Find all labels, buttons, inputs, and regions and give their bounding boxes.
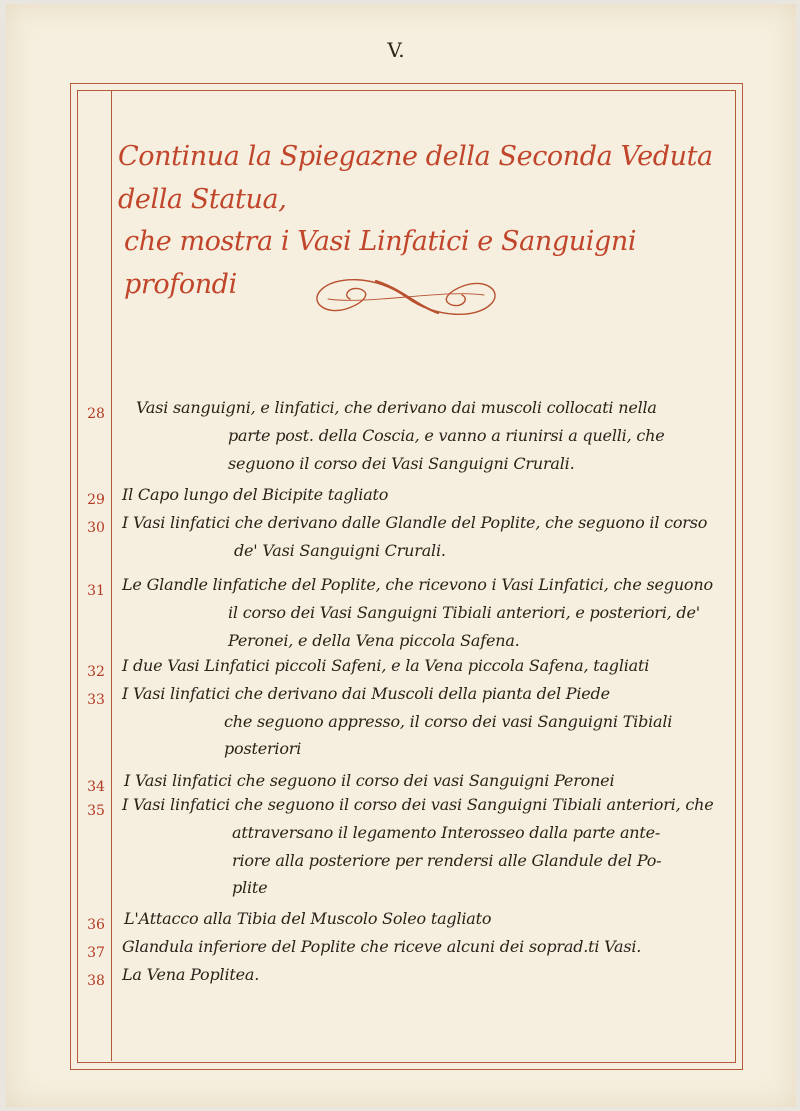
entry-number: 30 bbox=[87, 520, 105, 536]
entry-text-line: I Vasi linfatici che seguono il corso dei vasi Sanguigni Peronei bbox=[124, 771, 615, 790]
page-numeral: V. bbox=[387, 38, 405, 62]
entry-number: 34 bbox=[87, 779, 105, 795]
entry-number: 32 bbox=[87, 664, 105, 680]
entry-text-line: La Vena Poplitea. bbox=[122, 965, 260, 984]
entry-text-line: de' Vasi Sanguigni Crurali. bbox=[234, 541, 446, 560]
entry-text-line: riore alla posteriore per rendersi alle Glandule del Po- bbox=[232, 851, 662, 870]
entry-number: 36 bbox=[87, 917, 105, 933]
manuscript-page bbox=[6, 4, 796, 1107]
entry-text-line: L'Attacco alla Tibia del Muscolo Soleo tagliato bbox=[124, 909, 492, 928]
entry-number: 28 bbox=[87, 406, 105, 422]
entry-text-line: parte post. della Coscia, e vanno a riunirsi a quelli, che bbox=[228, 426, 665, 445]
entry-number: 37 bbox=[87, 945, 105, 961]
entry-number: 35 bbox=[87, 803, 105, 819]
entry-text-line: attraversano il legamento Interosseo dalla parte ante- bbox=[232, 823, 661, 842]
entry-number: 38 bbox=[87, 973, 105, 989]
entry-text-line: Vasi sanguigni, e linfatici, che derivano dai muscoli collocati nella bbox=[136, 398, 657, 417]
entry-number: 33 bbox=[87, 692, 105, 708]
calligraphic-flourish-ornament bbox=[306, 269, 506, 325]
entry-number: 31 bbox=[87, 583, 105, 599]
entry-text-line: Peronei, e della Vena piccola Safena. bbox=[228, 631, 520, 650]
entry-text-line: plite bbox=[232, 878, 268, 897]
entry-text-line: che seguono appresso, il corso dei vasi Sanguigni Tibiali bbox=[224, 712, 673, 731]
entry-text-line: Glandula inferiore del Poplite che riceve alcuni dei soprad.ti Vasi. bbox=[122, 937, 642, 956]
entry-number: 29 bbox=[87, 492, 105, 508]
entry-text-line: I Vasi linfatici che seguono il corso dei vasi Sanguigni Tibiali anteriori, che bbox=[122, 795, 714, 814]
entry-text-line: il corso dei Vasi Sanguigni Tibiali anteriori, e posteriori, de' bbox=[228, 603, 700, 622]
title-line-1: Continua la Spiegazne della Seconda Veduta della Statua, bbox=[118, 141, 713, 215]
margin-rule bbox=[111, 90, 112, 1061]
entry-text-line: seguono il corso dei Vasi Sanguigni Crurali. bbox=[228, 454, 575, 473]
title-line-2: che mostra i Vasi Linfatici e Sanguigni profondi bbox=[124, 226, 637, 300]
entry-text-line: I Vasi linfatici che derivano dalle Glandle del Poplite, che seguono il corso bbox=[122, 513, 708, 532]
entry-text-line: I due Vasi Linfatici piccoli Safeni, e la Vena piccola Safena, tagliati bbox=[122, 656, 650, 675]
entry-text-line: Le Glandle linfatiche del Poplite, che ricevono i Vasi Linfatici, che seguono bbox=[122, 575, 713, 594]
entry-text-line: Il Capo lungo del Bicipite tagliato bbox=[122, 485, 389, 504]
entry-text-line: posteriori bbox=[224, 739, 302, 758]
entry-text-line: I Vasi linfatici che derivano dai Muscoli della pianta del Piede bbox=[122, 684, 610, 703]
